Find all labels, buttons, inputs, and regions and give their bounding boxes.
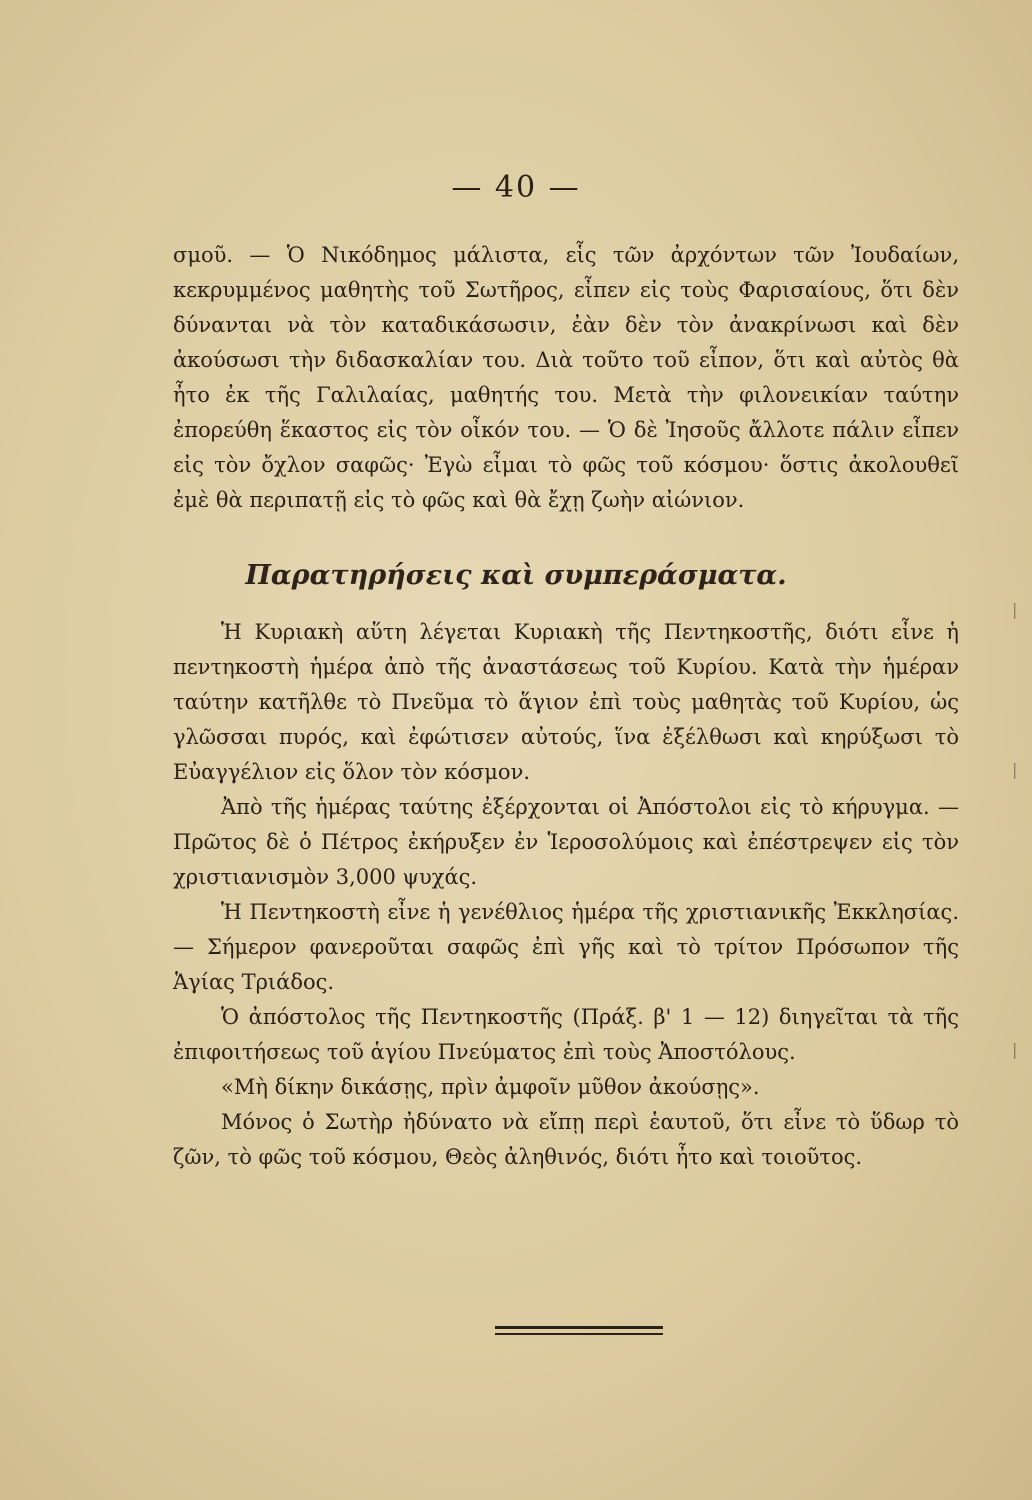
paragraph-savior: Μόνος ὁ Σωτὴρ ἠδύνατο νὰ εἴπῃ περὶ ἑαυτοῦ, ὅτι εἶνε τὸ ὕδωρ τὸ ζῶν, τὸ φῶς τοῦ κόσμου, Θεὸς ἀληθινός, διότι ἦτο καὶ τοιοῦτος. xyxy=(173,1110,959,1169)
end-rule-thin xyxy=(495,1333,663,1335)
paragraph-apostles-preaching: Ἀπὸ τῆς ἡμέρας ταύτης ἐξέρχονται οἱ Ἀπόστολοι εἰς τὸ κήρυγμα. — Πρῶτος δὲ ὁ Πέτρος ἐκήρυξεν ἐν Ἱεροσολύμοις καὶ ἐπέστρεψεν εἰς τὸν χριστιανισμὸν 3,000 ψυχάς. xyxy=(173,795,959,889)
section-body xyxy=(173,615,959,1175)
edge-mark: | xyxy=(1012,600,1018,619)
paragraph-birthday-church: Ἡ Πεντηκοστὴ εἶνε ἡ γενέθλιος ἡμέρα τῆς χριστιανικῆς Ἐκκλησίας. — Σήμερον φανεροῦται σαφῶς ἐπὶ γῆς καὶ τὸ τρίτον Πρόσωπον τῆς Ἁγίας Τριάδος. xyxy=(173,900,959,994)
paragraph-pentecost-sunday: Ἡ Κυριακὴ αὕτη λέγεται Κυριακὴ τῆς Πεντηκοστῆς, διότι εἶνε ἡ πεντηκοστὴ ἡμέρα ἀπὸ τῆς ἀναστάσεως τοῦ Κυρίου. Κατὰ τὴν ἡμέραν ταύτην κατῆλθε τὸ Πνεῦμα τὸ ἅγιον ἐπὶ τοὺς μαθητὰς τοῦ Κυρίου, ὡς γλῶσσαι πυρός, καὶ ἐφώτισεν αὐτούς, ἵνα ἐξέλθωσι καὶ κηρύξωσι τὸ Εὐαγγέλιον εἰς ὅλον τὸν κόσμον. xyxy=(173,620,959,784)
paragraph-quotation: «Μὴ δίκην δικάσῃς, πρὶν ἀμφοῖν μῦθον ἀκούσῃς». xyxy=(221,1075,760,1099)
edge-mark: | xyxy=(1012,1040,1018,1059)
section-heading: Παρατηρήσεις καὶ συμπεράσματα. xyxy=(245,560,787,591)
end-rule-thick xyxy=(495,1326,663,1329)
edge-mark: | xyxy=(1012,760,1018,779)
paragraph-text: σμοῦ. — Ὁ Νικόδημος μάλιστα, εἷς τῶν ἀρχόντων τῶν Ἰουδαίων, κεκρυμμένος μαθητὴς τοῦ Σωτῆρος, εἶπεν εἰς τοὺς Φαρισαίους, ὅτι δὲν δύνανται νὰ τὸν καταδικάσωσιν, ἐὰν δὲν τὸν ἀνακρίνωσι καὶ δὲν ἀκούσωσι τὴν διδασκαλίαν του. Διὰ τοῦτο τοῦ εἶπον, ὅτι καὶ αὐτὸς θὰ ἦτο ἐκ τῆς Γαλιλαίας, μαθητής του. Μετὰ τὴν φιλονεικίαν ταύτην ἐπορεύθη ἕκαστος εἰς τὸν οἶκόν του. — Ὁ δὲ Ἰησοῦς ἄλλοτε πάλιν εἶπεν εἰς τὸν ὄχλον σαφῶς· Ἐγὼ εἶμαι τὸ φῶς τοῦ κόσμου· ὅστις ἀκολουθεῖ ἐμὲ θὰ περιπατῇ εἰς τὸ φῶς καὶ θὰ ἔχῃ ζωὴν αἰώνιον. xyxy=(173,243,959,512)
paragraph-apostle-reading: Ὁ ἀπόστολος τῆς Πεντηκοστῆς (Πράξ. β' 1 — 12) διηγεῖται τὰ τῆς ἐπιφοιτήσεως τοῦ ἁγίου Πνεύματος ἐπὶ τοὺς Ἀποστόλους. xyxy=(173,1005,959,1064)
page-number: — 40 — xyxy=(451,170,581,205)
continued-paragraph xyxy=(173,238,959,518)
